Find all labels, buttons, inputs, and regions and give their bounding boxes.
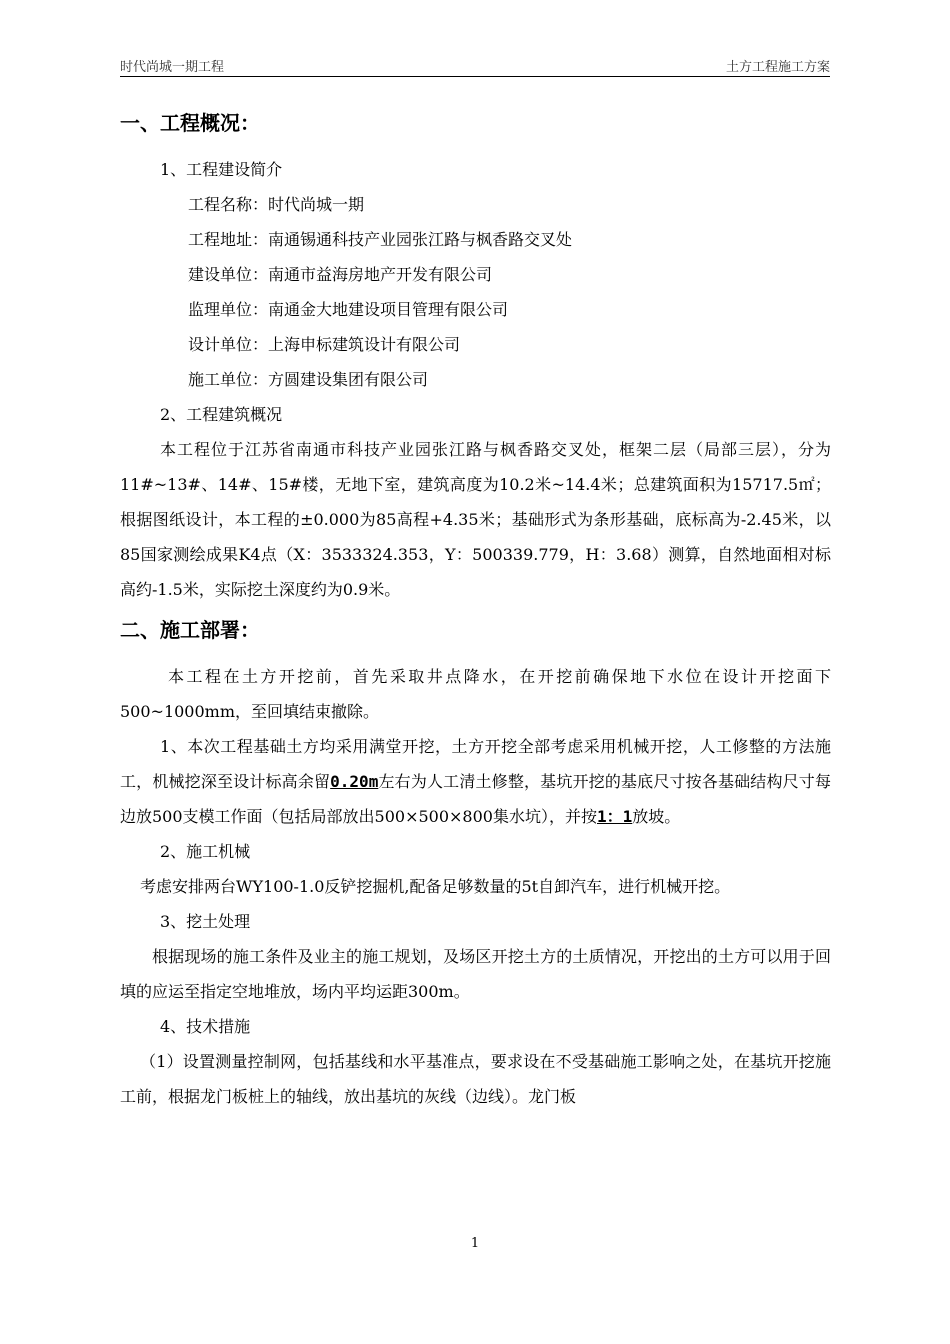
project-address: 工程地址：南通锡通科技产业园张江路与枫香路交叉处 <box>188 230 573 249</box>
document-body <box>120 100 831 1114</box>
subheading-building-overview: 2、工程建筑概况 <box>160 405 283 424</box>
subheading-machinery: 2、施工机械 <box>160 842 251 861</box>
excavation-text-a: 1、本次工程基础土方均采用满堂开挖，土方开挖全部考虑采用机械开挖，人工修整的方法施工，机械挖深至设计标高余留 <box>120 737 831 791</box>
header-rule <box>120 76 830 77</box>
contractor-unit: 施工单位：方圆建设集团有限公司 <box>188 370 429 389</box>
soil-handling-paragraph: 根据现场的施工条件及业主的施工规划，及场区开挖土方的土质情况，开挖出的土方可以用于回填的应运至指定空地堆放，场内平均运距300m。 <box>120 947 831 1001</box>
reserved-depth-value: 0.20m <box>330 772 379 791</box>
design-unit: 设计单位：上海申标建筑设计有限公司 <box>188 335 461 354</box>
subheading-technical-measures: 4、技术措施 <box>160 1017 251 1036</box>
machinery-paragraph: 考虑安排两台WY100-1.0反铲挖掘机,配备足够数量的5t自卸汽车，进行机械开挖。 <box>140 877 731 896</box>
subheading-project-intro: 1、工程建设简介 <box>160 160 283 179</box>
page-number: 1 <box>470 1236 480 1251</box>
subheading-soil-handling: 3、挖土处理 <box>160 912 251 931</box>
section-2-heading: 二、施工部署： <box>120 618 260 642</box>
construction-unit: 建设单位：南通市益海房地产开发有限公司 <box>188 265 493 284</box>
section-1-heading: 一、工程概况： <box>120 111 260 135</box>
excavation-text-b: 左右为人工清土修整，基坑开挖的基底尺寸按各基础结构尺寸每边放500支模工作面（包括局部放出500×500×800集水坑），并按 <box>120 772 831 826</box>
slope-ratio-value: 1：1 <box>596 807 633 826</box>
dewatering-paragraph: 本工程在土方开挖前，首先采取井点降水，在开挖前确保地下水位在设计开挖面下500~1000mm，至回填结束撤除。 <box>120 667 831 721</box>
excavation-method-paragraph <box>120 729 831 834</box>
supervision-unit: 监理单位：南通金大地建设项目管理有限公司 <box>188 300 509 319</box>
header-right-title: 土方工程施工方案 <box>725 60 830 75</box>
technical-measures-paragraph: （1）设置测量控制网，包括基线和水平基准点，要求设在不受基础施工影响之处，在基坑开挖施工前，根据龙门板桩上的轴线，放出基坑的灰线（边线）。龙门板 <box>120 1052 831 1106</box>
excavation-text-c: 放坡。 <box>632 807 681 826</box>
building-overview-paragraph: 本工程位于江苏省南通市科技产业园张江路与枫香路交叉处，框架二层（局部三层），分为11#~13#、14#、15#楼，无地下室，建筑高度为10.2米~14.4米；总建筑面积为15717.5㎡；根据图纸设计，本工程的±0.000为85高程+4.35米；基础形式为条形基础，底标高为-2.45米，以85国家测绘成果K4点（X：3533324.353，Y：500339.779，H：3.68）测算，自然地面相对标高约-1.5米，实际挖土深度约为0.9米。 <box>120 440 831 599</box>
project-name: 工程名称：时代尚城一期 <box>188 195 365 214</box>
header-left-title: 时代尚城一期工程 <box>120 60 225 75</box>
